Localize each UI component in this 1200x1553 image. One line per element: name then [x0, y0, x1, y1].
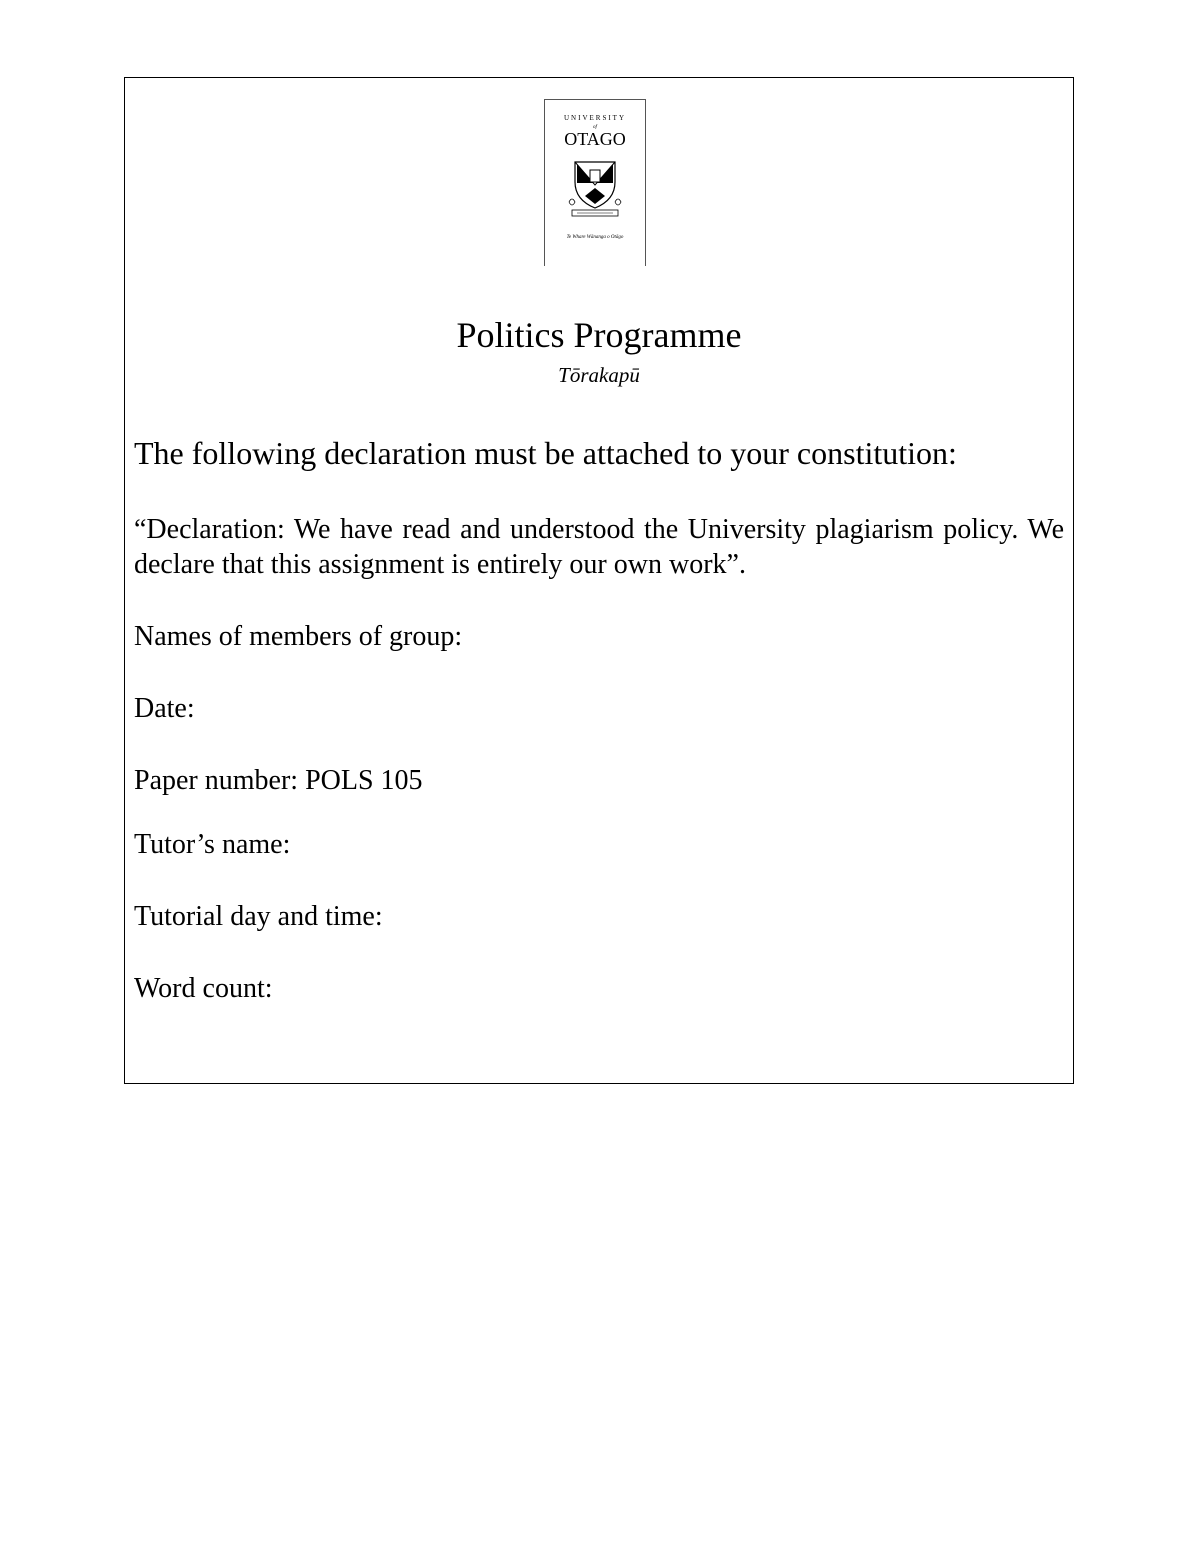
page-title: Politics Programme — [456, 315, 742, 355]
declaration-text: “Declaration: We have read and understood the University plagiarism policy. We declare that this assignment is entirely our own work”. — [134, 514, 1064, 580]
logo-otago-text: OTAGO — [564, 129, 626, 149]
field-word-count-label: Word count: — [134, 973, 273, 1004]
logo-of-text: of — [593, 125, 597, 130]
university-otago-logo — [544, 99, 646, 266]
logo-university-text: UNIVERSITY — [564, 114, 626, 122]
logo-motto-text: Te Whare Wānanga o Otāgo — [566, 235, 624, 240]
field-tutor-label: Tutor’s name: — [134, 829, 291, 860]
field-tutorial-label: Tutorial day and time: — [134, 901, 383, 932]
field-paper-number: Paper number: POLS 105 — [134, 765, 423, 796]
field-date-label: Date: — [134, 693, 195, 724]
page-subtitle: Tōrakapū — [558, 363, 640, 387]
intro-text: The following declaration must be attached to your constitution: — [134, 435, 957, 471]
field-names-label: Names of members of group: — [134, 621, 463, 652]
